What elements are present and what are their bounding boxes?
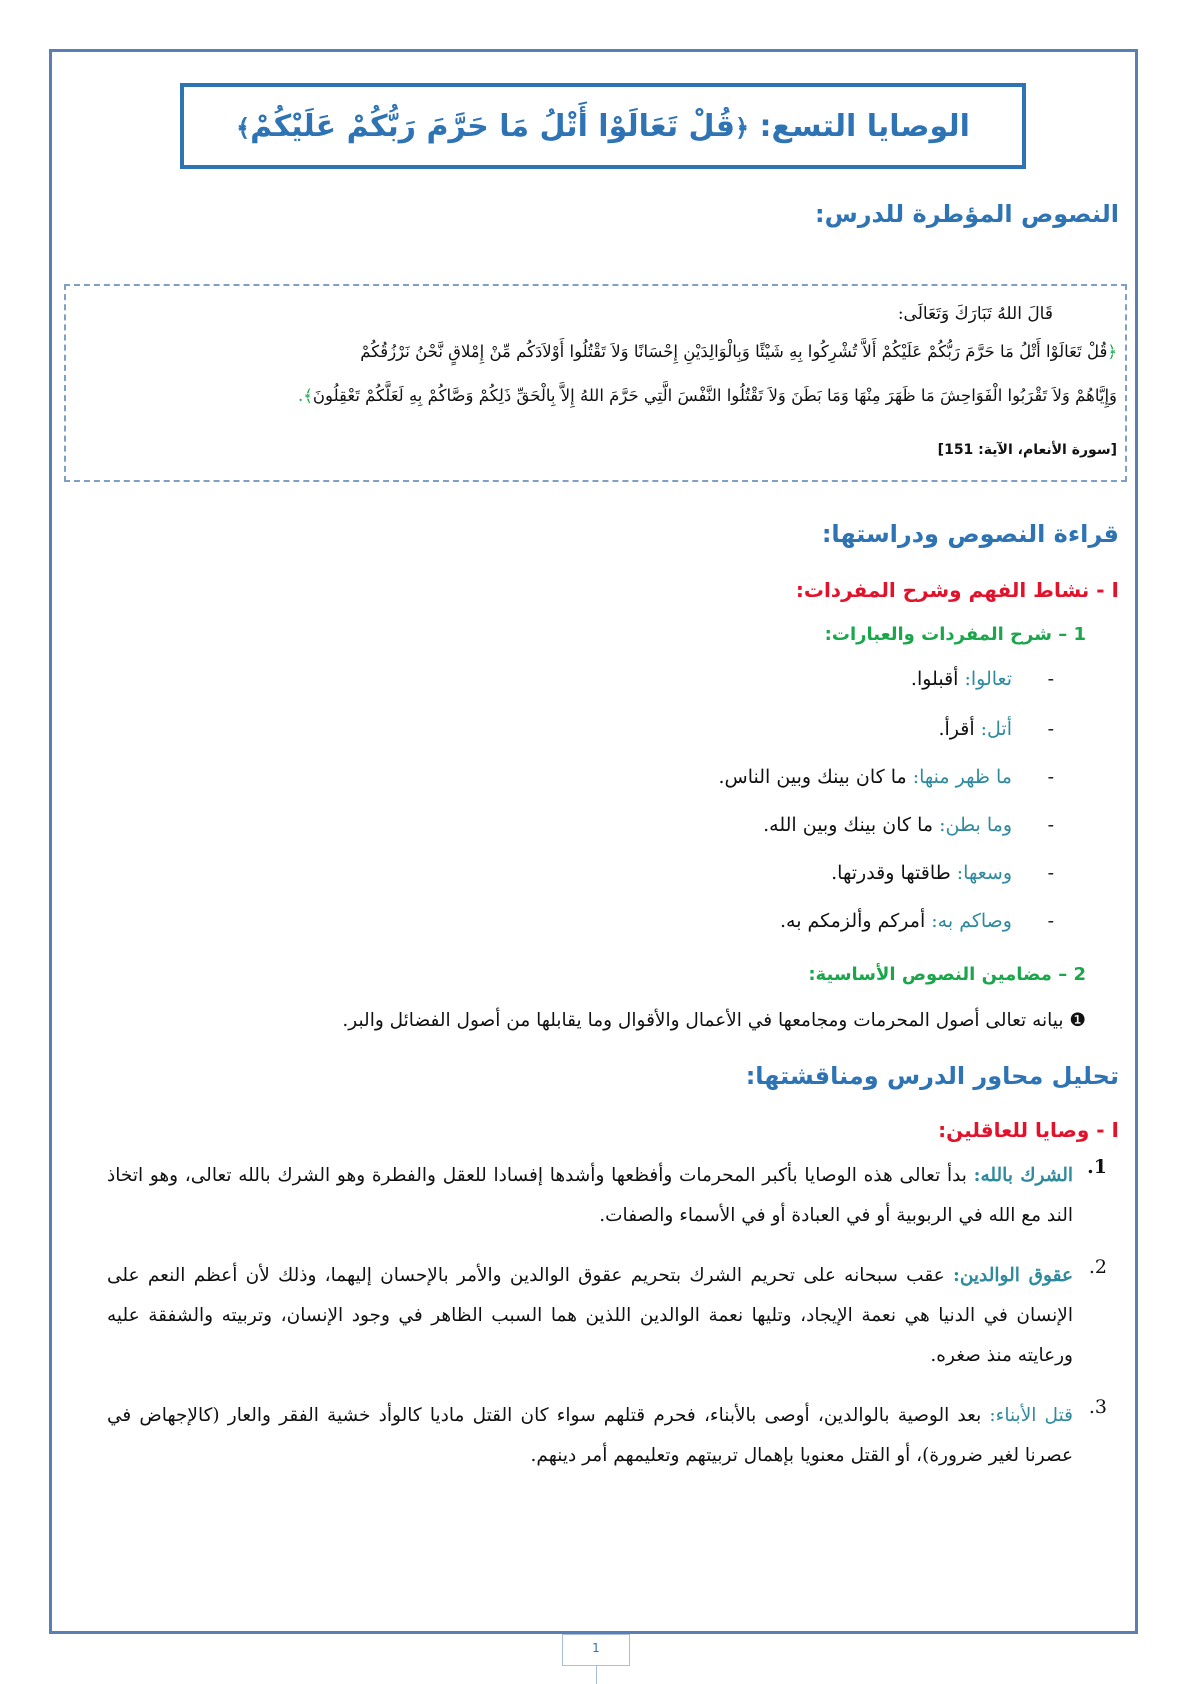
vocab-meaning: أقبلوا. [910,668,965,690]
item-term: الشرك بالله: [973,1165,1073,1186]
content-item: ❶ بيانه تعالى أصول المحرمات ومجامعها في الأعمال والأقوال وما يقابلها من أصول الفضائل والبر. [342,1010,1086,1031]
title-prefix: الوصايا التسع: [759,108,970,144]
heading-activity-1: I - نشاط الفهم وشرح المفردات: [795,578,1119,602]
vocab-term: أتل: [980,718,1012,740]
heading-analysis: تحليل محاور الدرس ومناقشتها: [745,1062,1119,1090]
item-number: 2. [1088,1256,1107,1278]
item-text: بعد الوصية بالوالدين، أوصى بالأبناء، فحرم قتلهم سواء كان القتل ماديا كالوأد خشية الفقر والعار (كالإجهاض في عصرنا لغير ضرورة)، أو القتل معنويا بإهمال تربيتهم وتعليمهم أمر دينهم. [107,1405,1073,1466]
vocab-term: وسعها: [956,862,1012,884]
page-number-stem [596,1666,597,1684]
page-title [236,109,970,144]
item-term: قتل الأبناء: [989,1405,1073,1426]
item-text: عقب سبحانه على تحريم الشرك بتحريم عقوق الوالدين والأمر بالإحسان إليهما، وذلك لأن أعظم النعم على الإنسان في الدنيا هي نعمة الإيجاد، وتليها نعمة الوالدين اللذين هما السبب الظاهر في وجود الإنسان، وتربيته والشفقة عليه ورعايته منذ صغره. [107,1265,1073,1366]
title-box [180,83,1026,169]
bracket-open-icon: ﴿ [1107,342,1117,361]
vocab-meaning: ما كان بينك وبين الناس. [718,766,913,788]
quote-line-2 [298,386,1117,405]
quote-line-1 [360,342,1117,361]
list-item [107,1256,1107,1376]
bracket-close-icon: ﴾. [298,386,313,405]
vocab-meaning: أمركم وألزمكم به. [779,910,932,932]
heading-analysis-part-1: I - وصايا للعاقلين: [938,1118,1119,1142]
vocab-item: -أتل: أقرأ. [938,718,1054,740]
vocab-item: -وصاكم به: أمركم وألزمكم به. [779,910,1054,932]
ornament-close-icon: ﴾ [236,113,251,142]
vocab-meaning: ما كان بينك وبين الله. [763,814,940,836]
vocab-term: وصاكم به: [931,910,1012,932]
vocab-item: -وما بطن: ما كان بينك وبين الله. [763,814,1054,836]
quote-box [64,284,1127,482]
quote-line-2-text: وَإِيَّاهُمْ وَلاَ تَقْرَبُوا الْفَوَاحِشَ مَا ظَهَرَ مِنْهَا وَمَا بَطَنَ وَلاَ تَقْتُلُوا النَّفْسَ الَّتِي حَرَّمَ اللهُ إِلاَّ بِالْحَقِّ ذَلِكُمْ وَصَّاكُمْ بِهِ لَعَلَّكُمْ تَعْقِلُونَ [312,386,1117,405]
vocab-term: ما ظهر منها: [912,766,1012,788]
vocab-meaning: أقرأ. [938,718,981,740]
vocab-item: -ما ظهر منها: ما كان بينك وبين الناس. [718,766,1054,788]
vocab-item: -تعالوا: أقبلوا. [910,668,1054,690]
heading-reading: قراءة النصوص ودراستها: [821,520,1119,548]
vocab-meaning: طاقتها وقدرتها. [831,862,957,884]
ornament-open-icon: ﴿ [734,113,750,142]
item-term: عقوق الوالدين: [952,1265,1073,1286]
quote-line-1-text: قُلْ تَعَالَوْا أَتْلُ مَا حَرَّمَ رَبُّكُمْ عَلَيْكُمْ أَلاَّ تُشْرِكُوا بِهِ شَيْئًا وَبِالْوَالِدَيْنِ إِحْسَانًا وَلاَ تَقْتُلُوا أَوْلاَدَكُم مِّنْ إِمْلاقٍ نَّحْنُ نَرْزُقُكُمْ [360,342,1108,361]
vocab-item: -وسعها: طاقتها وقدرتها. [831,862,1054,884]
heading-framing-texts: النصوص المؤطرة للدرس: [814,200,1119,228]
heading-vocab: 1 – شرح المفردات والعبارات: [824,624,1086,645]
heading-contents: 2 – مضامين النصوص الأساسية: [808,964,1086,985]
page-number: 1 [562,1634,630,1666]
item-text: بدأ تعالى هذه الوصايا بأكبر المحرمات وأفظعها وأشدها إفسادا للعقل والفطرة وهو الشرك بالله تعالى، وهو اتخاذ الند مع الله في الربوبية أو في العبادة أو في الأسماء والصفات. [107,1165,1073,1226]
item-number: 3. [1088,1396,1107,1418]
item-number: 1. [1087,1156,1107,1178]
quote-intro: قَالَ اللهُ تَبَارَكَ وَتَعَالَى: [897,304,1053,324]
list-item [107,1156,1107,1236]
vocab-term: تعالوا: [964,668,1012,690]
list-item [107,1396,1107,1476]
vocab-term: وما بطن: [939,814,1012,836]
quote-reference: [سورة الأنعام، الآية: 151] [937,442,1117,458]
title-verse: قُلْ تَعَالَوْا أَتْلُ مَا حَرَّمَ رَبُّكُمْ عَلَيْكُمْ [250,108,735,144]
